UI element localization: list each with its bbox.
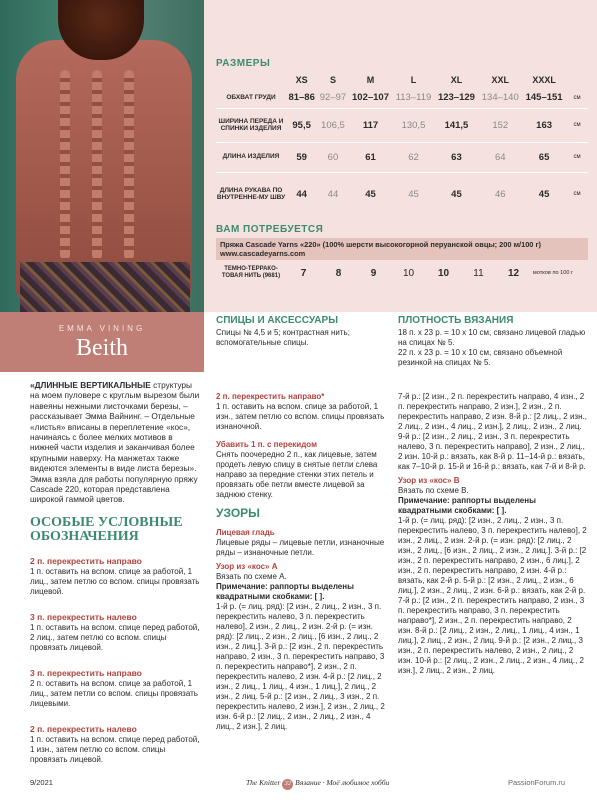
yarn-site: www.cascadeyarns.com [220, 249, 306, 258]
issue-date: 9/2021 [30, 778, 53, 787]
need-title: ВАМ ПОТРЕБУЕТСЯ [216, 224, 324, 235]
sizes-title: РАЗМЕРЫ [216, 58, 271, 69]
patterns-title: УЗОРЫ [216, 506, 260, 520]
abbreviations-title: ОСОБЫЕ УСЛОВНЫЕ ОБОЗНАЧЕНИЯ [30, 515, 183, 544]
pattern-title: Beith [76, 335, 128, 361]
abbr-item: 3 п. перекрестить направо 2 п. оставить на вспом. спице за работой, 1 лиц., затем петли со вспом. спицы провязать лицевыми. [30, 668, 198, 708]
magazine-name: The Knitter 32 Вязание · Моё любимое хобби [246, 778, 389, 790]
abbr-item: 2 п. перекрестить налево 1 п. оставить на вспом. спице перед работой, 1 изн., затем петлю со вспом. спицы провязать лицевой. [30, 724, 200, 764]
table-row: ОБХВАТ ГРУДИ 81–86 92–97 102–107 113–119 123–129 134–140 145–151 см [226, 92, 581, 104]
pattern-a-section: Лицевая гладь Лицевые ряды – лицевые петли, изнаночные ряды – изнаночные петли. Узор из «кос» А Вязать по схеме А. Примечание: раппорты выделены квадратными скобками: [ ]. 1-й р. (= лиц. ряд): [2 изн., 2 лиц., 2 изн., 3 п. перекрестить налево, 3 п. перекрестить налево], 2 изн., 2 лиц., 2 изн. 2-й р. (= изн. ряд): [2 лиц., 2 изн., 2 лиц., [6 изн., 2 лиц., 2 изн., 2 лиц.]. 3-й р.: [2 изн., 2 п. перекрестить направо, 2 изн., 3 п. перекрестить направо, 3 п. перекрестить направо*], 2 изн., 2 п. перекрестить налево, 2 изн. 4-й р.: [2 лиц., 2 изн., 2 лиц., 1 лиц., 4 изн., 1 лиц.], 2 лиц., 2 изн., 2 лиц. 5-й р.: [2 изн., 2 лиц., 3 изн., 2 п. перекрестить налево, 2 изн.], 2 изн., 2 лиц., 2 изн. 6-й р.: [2 лиц., 2 изн., 2 лиц., 2 изн., 4 лиц., 2 изн.], 2 лиц. [216, 528, 385, 731]
abbr-item: 2 п. перекрестить направо 1 п. оставить на вспом. спице за работой, 1 лиц., затем петлю со вспом. спицы провязать лицевой. [30, 556, 200, 596]
model-photo [0, 0, 204, 312]
sizes-table: XS S M L XL XXL XXXL ОБХВАТ ГРУДИ 81–86 92–97 102–107 113–119 123–129 134–140 145–151 см ШИРИНА ПЕРЕДА И СПИНКИ ИЗДЕЛИЯ 95,5 106,5 117 130,5 141,5 152 163 см ДЛИНА ИЗДЕЛИЯ 59 60 61 62 63 64 65 см ДЛИНА РУКАВА ПО ВНУТРЕННЕ-МУ ШВУ 44 44 45 45 45 46 45 см [216, 72, 588, 216]
gauge-section: ПЛОТНОСТЬ ВЯЗАНИЯ 18 п. х 23 р. = 10 х 10 см, связано лицевой гладью на спицах № 5. 22 п. х 23 р. = 10 х 10 см, связано объемной резинкой на спицах № 5. [398, 315, 586, 367]
tools-section: СПИЦЫ И АКСЕССУАРЫ Спицы № 4,5 и 5; контрастная нить; вспомогательные спицы. [216, 315, 350, 347]
yarn-quantity-row: ТЕМНО-ТЕРРАКО-ТОВАЯ НИТЬ (9681) 7 8 9 10 10 11 12 мотков по 100 г [221, 266, 574, 279]
table-row: ДЛИНА РУКАВА ПО ВНУТРЕННЕ-МУ ШВУ 44 44 45 45 45 46 45 см [216, 172, 588, 216]
yarn-description: Пряжа Cascade Yarns «220» (100% шерсти высокогорной перуанской овцы; 200 м/100 г) [220, 240, 542, 249]
table-row: ШИРИНА ПЕРЕДА И СПИНКИ ИЗДЕЛИЯ 95,5 106,5 117 130,5 141,5 152 163 см [216, 108, 588, 142]
table-row: ДЛИНА ИЗДЕЛИЯ 59 60 61 62 63 64 65 см [216, 142, 588, 172]
page-number: 32 [282, 779, 293, 790]
designer-name: EMMA VINING [58, 324, 146, 333]
pattern-b-section: 7-й р.: [2 изн., 2 п. перекрестить направо, 4 изн., 2 п. перекрестить направо, 2 изн.], 2 изн., 2 п. перекрестить направо, 2 изн. 8-й р.: [2 лиц., 2 изн., 2 лиц., 2 изн., 4 лиц., 2 изн.], 2 лиц., 2 изн., 2 лиц. 9-й р.: [2 изн., 2 лиц., 2 изн., 3 п. перекрестить налево, 3 п. перекрестить направо], 2 изн., 2 лиц., 2 изн. 10-й р.: вязать, как 8-й р. 11–14-й р.: вязать, как 7–10-й р. 15-й и 16-й р.: вязать, как 7-й и 8-й р. Узор из «кос» В Вязать по схеме В. Примечание: раппорты выделены квадратными скобками: [ ]. 1-й р. (= лиц. ряд): [2 изн., 2 лиц., 2 изн., 3 п. перекрестить налево, 3 п. перекрестить налево], 2 изн., 2 лиц., 2 изн. 2-й р. (= изн. ряд): [2 лиц., 2 изн., 2 лиц., [6 изн., 2 лиц., 2 изн., 2 лиц.]. 3-й р.: [2 изн., 2 п. перекрестить направо, 2 изн., 6 лиц.], 2 изн., 2 п. перекрестить направо, 2 изн. 4-й р.: вязать, как 2-й р. 5-й р.: [2 изн., 2 лиц., 2 изн., 6 лиц.], 2 изн., 2 лиц., 2 изн. 6-й р.: вязать, как 2-й р. 7-й р.: [2 изн., 2 п. перекрестить направо, 2 изн., 3 п. перекрестить направо, 3 п. перекрестить направо*], 2 изн., 2 п. перекрестить направо, 2 изн. 8-й р.: [2 лиц., 2 изн., 2 лиц., 1 лиц., 4 изн., 1 лиц.], 2 лиц., 2 изн., 2 лиц. 9-й р.: [2 изн., 2 лиц., 3 изн., 2 п. перекрестить налево, 2 изн., 2 лиц., 2 изн. 10-й р.: [2 лиц., 2 изн., 2 лиц., 2 изн., 4 лиц., 2 изн.], 2 лиц., 2 изн., 2 лиц. [398, 392, 587, 675]
yarn-box [216, 238, 588, 280]
decrease-section: Убавить 1 п. с перекидом Снять поочередно 2 п., как лицевые, затем продеть левую спицу в снятые петли слева направо за передние стенки этих петель и провязать обе петли вместе лицевой за заднюю стенку. [216, 440, 378, 499]
intro-lead: «ДЛИННЫЕ ВЕРТИКАЛЬНЫЕ [30, 380, 151, 390]
intro-body: структуры на моем пуловере с круглым вырезом были навеяны нежными листочками березы, – рассказывает Эмма Вайнинг. – Отдельные «листья» вписаны в переплетение «кос», начинаясь с более мелких мотивов в нижней части изделия и заканчивая более крупными наверху. На манжетах также видеются элементы в виде листа березы». Эмма взяла для работы популярную пряжу Cascade 220, которая представлена широкой гаммой цветов. [30, 380, 200, 505]
pattern-name-box [0, 312, 204, 372]
abbr-item: 3 п. перекрестить налево 1 п. оставить на вспом. спице перед работой, 2 лиц., затем петлю со вспом. спицы провязать лицевой. [30, 612, 200, 652]
abbr-continued: 2 п. перекрестить направо* 1 п. оставить на вспом. спице за работой, 1 изн., затем петлю со вспом. спицы провязать изнаночной. [216, 392, 385, 431]
site-watermark: PassionForum.ru [508, 778, 566, 787]
intro-text [30, 380, 202, 505]
